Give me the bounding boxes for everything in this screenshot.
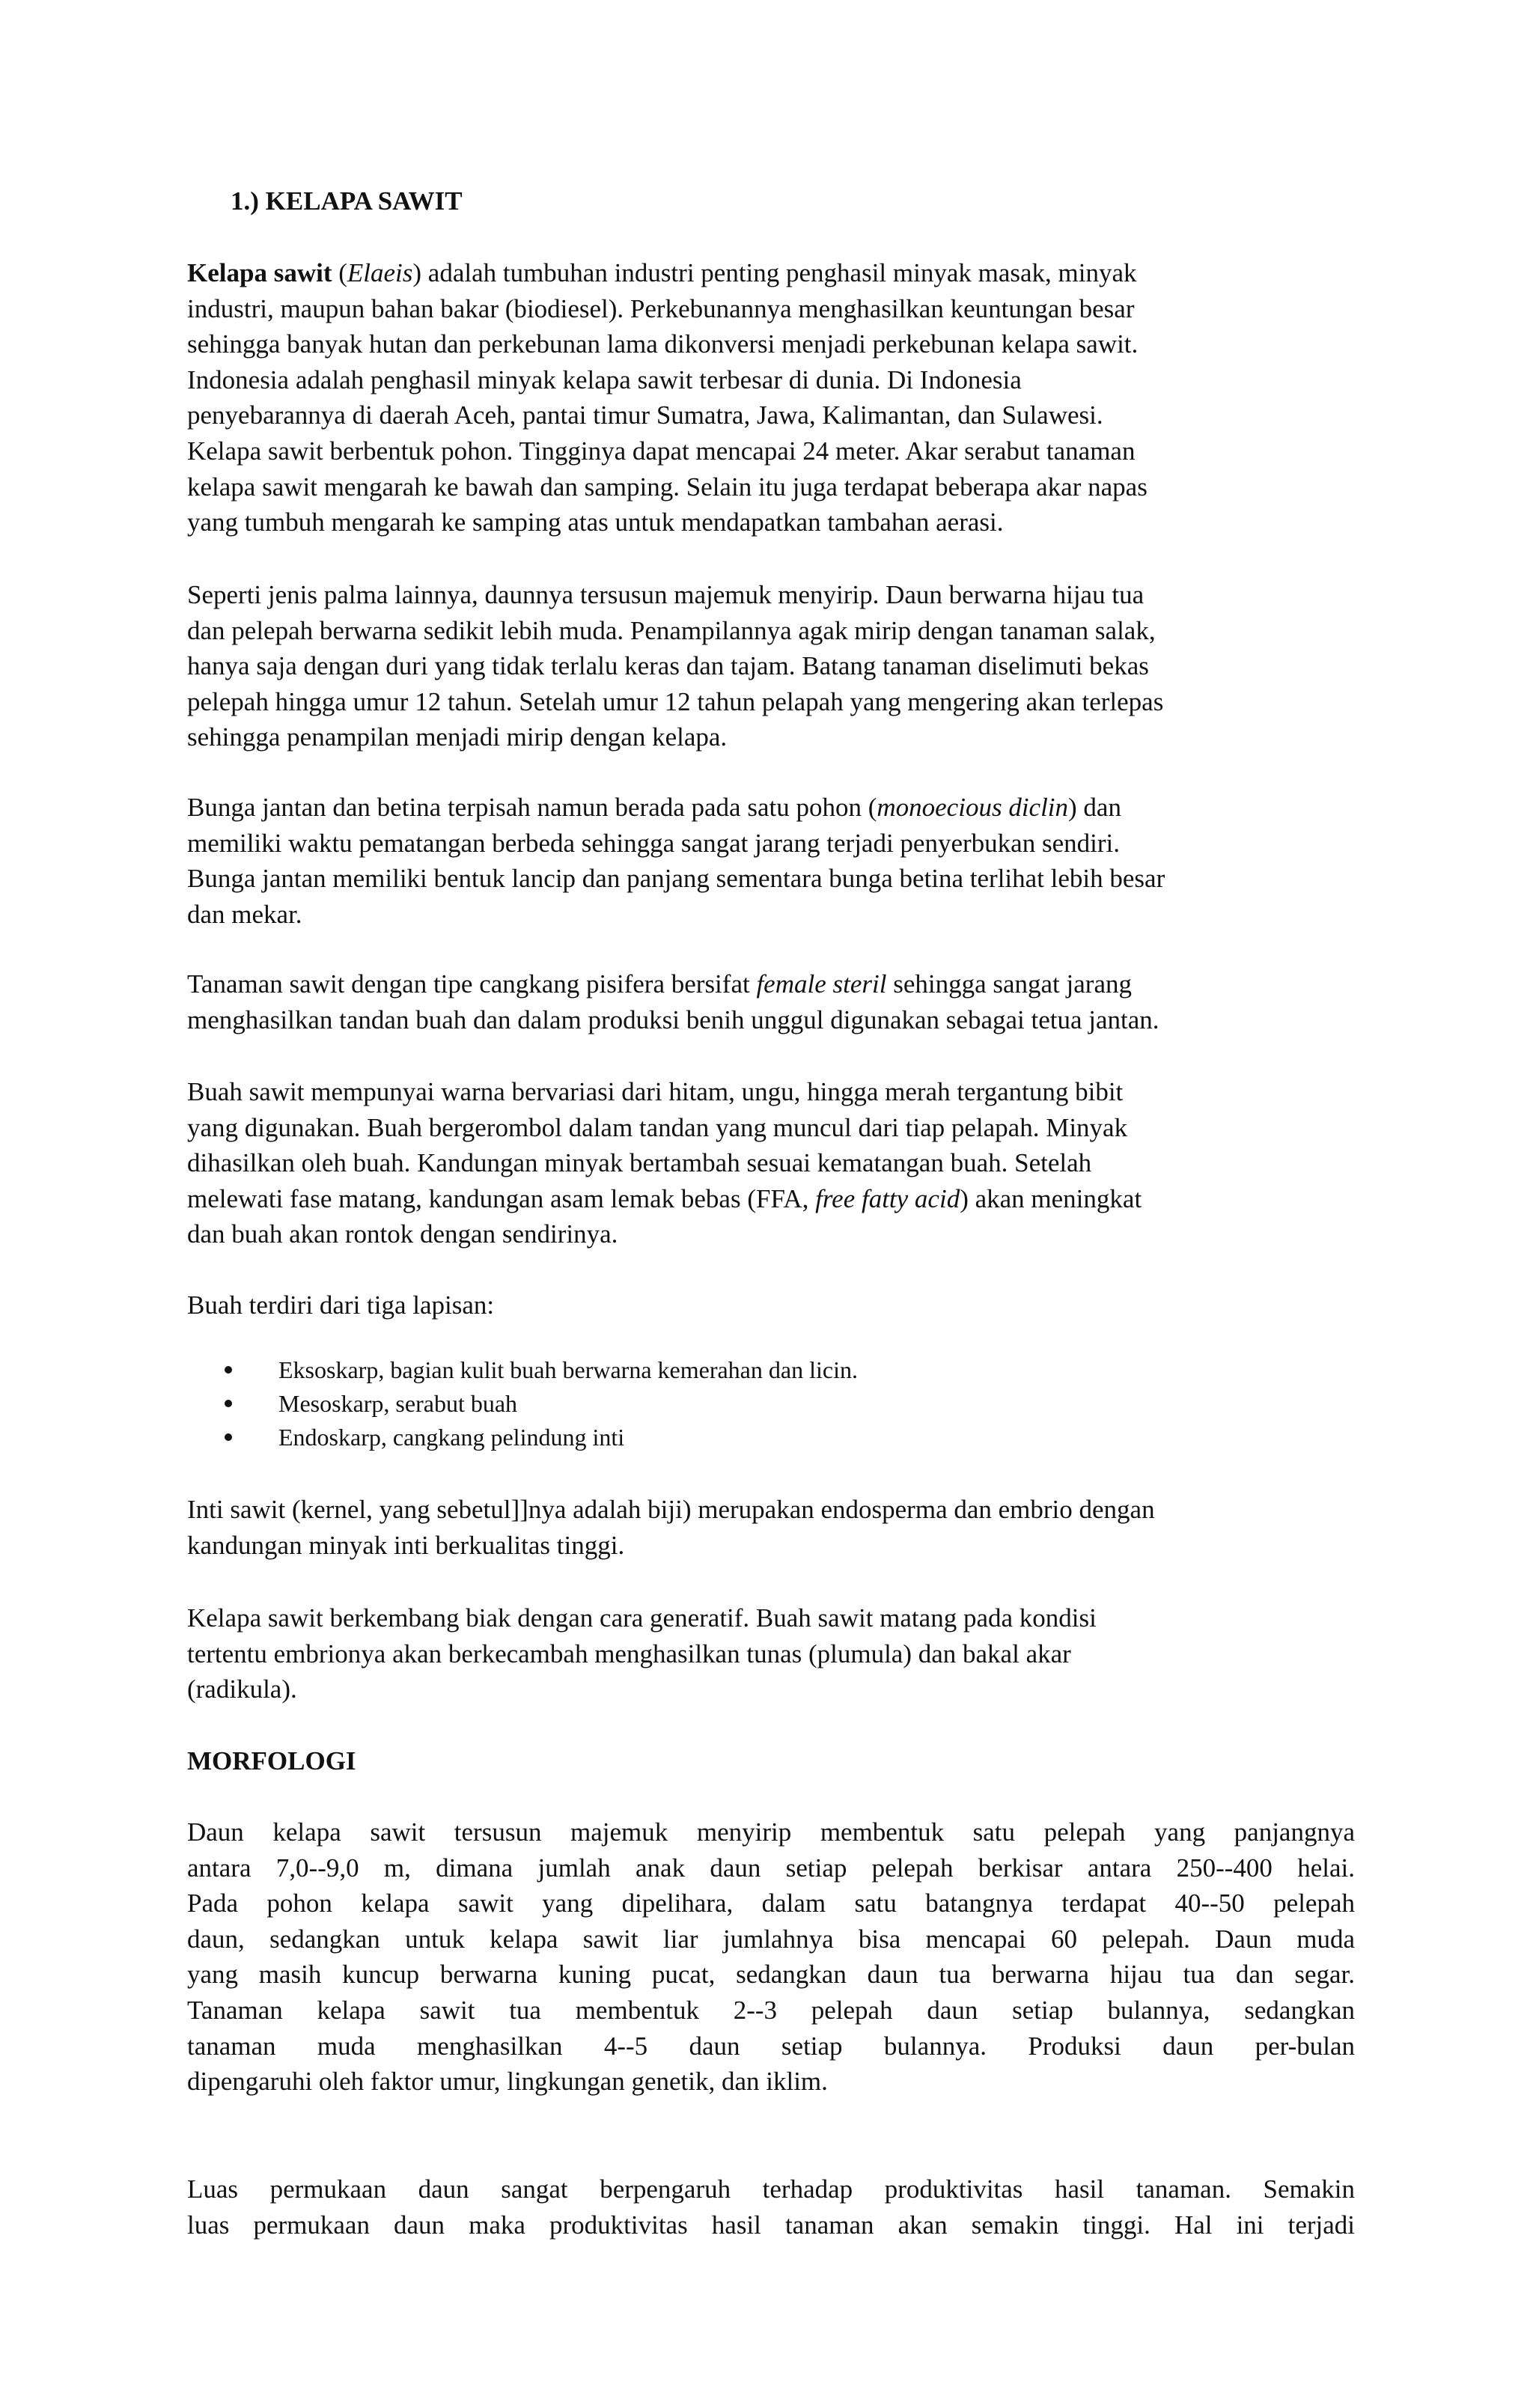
text-fragment: melewati fase matang, kandungan asam lemak bebas (FFA, xyxy=(187,1183,816,1213)
text-fragment: ) dan xyxy=(1068,793,1121,822)
text-line: kandungan minyak inti berkualitas tinggi. xyxy=(187,1530,625,1560)
text-fragment: Bunga jantan dan betina terpisah namun berada pada satu pohon ( xyxy=(187,793,877,822)
text-line: tertentu embrionya akan berkecambah menghasilkan tunas (plumula) dan bakal akar xyxy=(187,1639,1071,1668)
italic-term: monoecious diclin xyxy=(877,793,1069,822)
text-fragment: ( xyxy=(332,258,347,287)
term-bold: Kelapa sawit xyxy=(187,258,332,287)
text-line: memiliki waktu pematangan berbeda sehingga sangat jarang terjadi penyerbukan sendiri. xyxy=(187,828,1120,858)
bullet-icon xyxy=(225,1400,232,1407)
text-line: penyebarannya di daerah Aceh, pantai timur Sumatra, Jawa, Kalimantan, dan Sulawesi. xyxy=(187,400,1103,430)
latin-name: Elaeis xyxy=(347,258,413,287)
text-line: Kelapa sawit berkembang biak dengan cara generatif. Buah sawit matang pada kondisi xyxy=(187,1603,1097,1633)
text-line: sehingga banyak hutan dan perkebunan lama dikonversi menjadi perkebunan kelapa sawit. xyxy=(187,329,1139,359)
text-fragment: sehingga sangat jarang xyxy=(886,969,1132,999)
bullet-icon xyxy=(225,1433,232,1441)
text-line xyxy=(187,966,1355,1002)
paragraph-fruit xyxy=(187,1074,1355,1252)
list-item-text: Mesoskarp, serabut buah xyxy=(278,1390,518,1417)
text-line: yang tumbuh mengarah ke samping atas untuk mendapatkan tambahan aerasi. xyxy=(187,507,1004,537)
morfologi-heading: MORFOLOGI xyxy=(187,1746,356,1775)
text-line: dan pelepah berwarna sedikit lebih muda. Penampilannya agak mirip dengan tanaman salak, xyxy=(187,615,1156,645)
text-line: hanya saja dengan duri yang tidak terlalu keras dan tajam. Batang tanaman diselimuti bekas xyxy=(187,651,1149,681)
text-line: Buah terdiri dari tiga lapisan: xyxy=(187,1290,495,1320)
text-fragment: ) adalah tumbuhan industri penting penghasil minyak masak, minyak xyxy=(412,258,1137,287)
list-item-text: Eksoskarp, bagian kulit buah berwarna kemerahan dan licin. xyxy=(278,1356,858,1383)
list-item xyxy=(225,1353,858,1387)
list-item-text: Endoskarp, cangkang pelindung inti xyxy=(278,1424,625,1451)
text-line: daun, sedangkan untuk kelapa sawit liar jumlahnya bisa mencapai 60 pelepah. Daun muda xyxy=(187,1924,1355,1954)
text-line: Pada pohon kelapa sawit yang dipelihara, dalam satu batangnya terdapat 40--50 pelepah xyxy=(187,1889,1355,1918)
text-line: Buah sawit mempunyai warna bervariasi dari hitam, ungu, hingga merah tergantung bibit xyxy=(187,1077,1124,1106)
text-fragment: Tanaman sawit dengan tipe cangkang pisifera bersifat xyxy=(187,969,757,999)
text-line: (radikula). xyxy=(187,1674,297,1704)
italic-term: free fatty acid xyxy=(815,1183,960,1213)
list-item xyxy=(225,1421,858,1454)
paragraph-leaf-area xyxy=(187,2171,1355,2243)
text-line: Kelapa sawit berbentuk pohon. Tingginya dapat mencapai 24 meter. Akar serabut tanaman xyxy=(187,436,1136,466)
text-line: pelepah hingga umur 12 tahun. Setelah umur 12 tahun pelapah yang mengering akan terlepas xyxy=(187,686,1164,716)
text-line: dihasilkan oleh buah. Kandungan minyak bertambah sesuai kematangan buah. Setelah xyxy=(187,1148,1092,1178)
text-line: Daun kelapa sawit tersusun majemuk menyirip membentuk satu pelepah yang panjangnya xyxy=(187,1817,1355,1847)
paragraph-intro xyxy=(187,255,1355,540)
fruit-layers-list xyxy=(225,1353,858,1454)
text-line xyxy=(187,255,1355,291)
text-line: sehingga penampilan menjadi mirip dengan kelapa. xyxy=(187,722,728,752)
text-line: Luas permukaan daun sangat berpengaruh terhadap produktivitas hasil tanaman. Semakin xyxy=(187,2174,1355,2204)
text-line: dipengaruhi oleh faktor umur, lingkungan genetik, dan iklim. xyxy=(187,2067,828,2097)
text-line: Bunga jantan memiliki bentuk lancip dan panjang sementara bunga betina terlihat lebih besar xyxy=(187,864,1165,894)
paragraph-layers-intro xyxy=(187,1287,1355,1323)
text-line: kelapa sawit mengarah ke bawah dan samping. Selain itu juga terdapat beberapa akar napas xyxy=(187,472,1148,502)
paragraph-kernel xyxy=(187,1492,1355,1563)
section-heading: 1.) KELAPA SAWIT xyxy=(231,186,463,216)
italic-term: female steril xyxy=(756,969,887,999)
text-line: Inti sawit (kernel, yang sebetul]]nya adalah biji) merupakan endosperma dan embrio dengan xyxy=(187,1495,1155,1524)
paragraph-morphology xyxy=(187,1814,1355,2100)
paragraph-leaves xyxy=(187,577,1355,755)
text-line: Indonesia adalah penghasil minyak kelapa sawit terbesar di dunia. Di Indonesia xyxy=(187,365,1022,394)
paragraph-pisifera xyxy=(187,966,1355,1037)
bullet-icon xyxy=(225,1366,232,1374)
paragraph-flowers xyxy=(187,790,1355,932)
text-line: Seperti jenis palma lainnya, daunnya tersusun majemuk menyirip. Daun berwarna hijau tua xyxy=(187,580,1145,609)
text-line: yang masih kuncup berwarna kuning pucat, sedangkan daun tua berwarna hijau tua dan segar. xyxy=(187,1960,1355,1990)
text-fragment: ) akan meningkat xyxy=(960,1183,1142,1213)
text-line xyxy=(187,790,1355,826)
text-line: industri, maupun bahan bakar (biodiesel). Perkebunannya menghasilkan keuntungan besar xyxy=(187,293,1135,323)
text-line: menghasilkan tandan buah dan dalam produksi benih unggul digunakan sebagai tetua jantan. xyxy=(187,1005,1159,1034)
text-line: dan mekar. xyxy=(187,899,302,929)
paragraph-reproduction xyxy=(187,1600,1355,1707)
text-line: luas permukaan daun maka produktivitas hasil tanaman akan semakin tinggi. Hal ini terjadi xyxy=(187,2210,1355,2240)
text-line: antara 7,0--9,0 m, dimana jumlah anak daun setiap pelepah berkisar antara 250--400 helai. xyxy=(187,1853,1355,1883)
text-line: Tanaman kelapa sawit tua membentuk 2--3 pelepah daun setiap bulannya, sedangkan xyxy=(187,1995,1355,2025)
text-line xyxy=(187,1181,1355,1217)
text-line: yang digunakan. Buah bergerombol dalam tandan yang muncul dari tiap pelapah. Minyak xyxy=(187,1112,1128,1142)
text-line: tanaman muda menghasilkan 4--5 daun setiap bulannya. Produksi daun per-bulan xyxy=(187,2031,1355,2061)
text-line: dan buah akan rontok dengan sendirinya. xyxy=(187,1219,618,1249)
list-item xyxy=(225,1387,858,1421)
